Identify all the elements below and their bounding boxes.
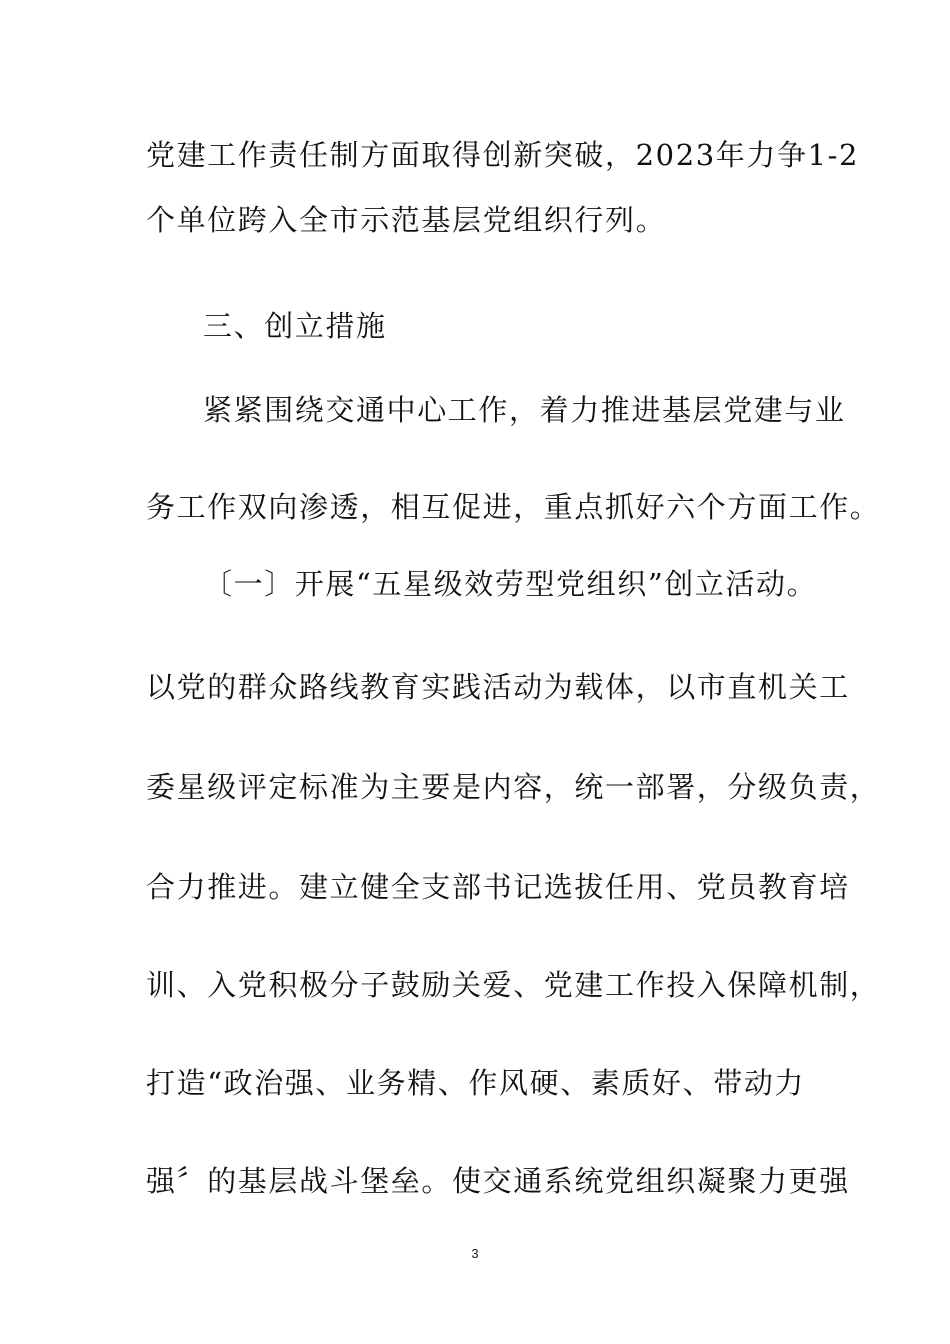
body-text-line-6: 委星级评定标准为主要是内容，统一部署，分级负责， bbox=[146, 770, 881, 804]
subsection-heading: 〔一〕开展“五星级效劳型党组织”创立活动。 bbox=[203, 567, 818, 601]
body-text-line-5: 以党的群众路线教育实践活动为载体，以市直机关工 bbox=[146, 670, 850, 704]
body-text-line-10: 强〞的基层战斗堡垒。使交通系统党组织凝聚力更强 bbox=[146, 1164, 850, 1198]
body-text-line-2: 个单位跨入全市示范基层党组织行列。 bbox=[146, 203, 667, 237]
body-text-line-7: 合力推进。建立健全支部书记选拔任用、党员教育培 bbox=[146, 870, 850, 904]
body-text-line-9: 打造“政治强、业务精、作风硬、素质好、带动力 bbox=[146, 1066, 806, 1100]
page-number: 3 bbox=[471, 1246, 479, 1261]
body-text-line-1: 党建工作责任制方面取得创新突破，2023年力争1-2 bbox=[146, 138, 860, 172]
section-heading: 三、创立措施 bbox=[203, 309, 387, 343]
body-text-line-3: 紧紧围绕交通中心工作，着力推进基层党建与业 bbox=[203, 393, 846, 427]
body-text-line-8: 训、入党积极分子鼓励关爱、党建工作投入保障机制， bbox=[146, 968, 881, 1002]
body-text-line-4: 务工作双向渗透，相互促进，重点抓好六个方面工作。 bbox=[146, 490, 881, 524]
